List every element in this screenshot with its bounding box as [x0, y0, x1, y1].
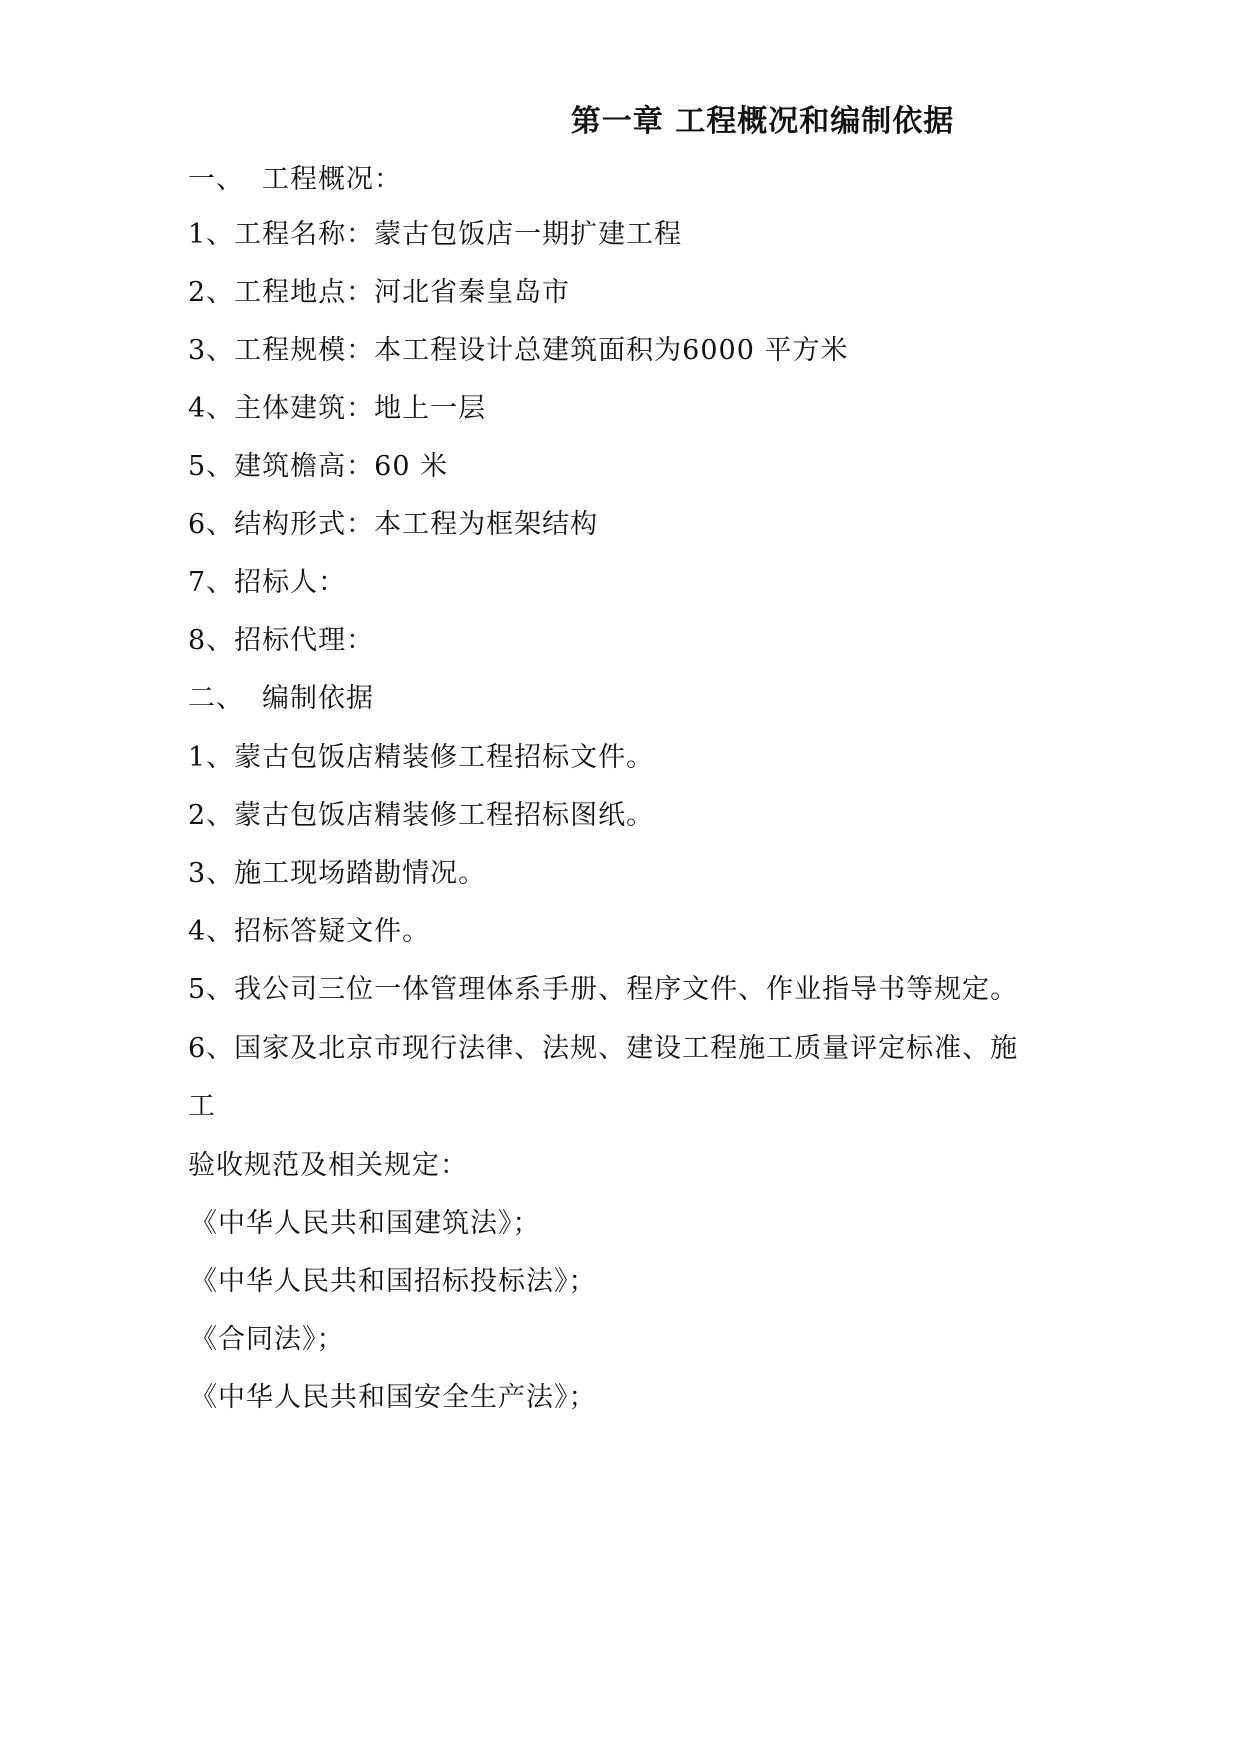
section-number: 一、 — [188, 164, 244, 195]
basis-item-continued: 工 — [188, 1091, 216, 1122]
section-label: 工程概况： — [262, 164, 402, 195]
law-reference: 《中华人民共和国建筑法》； — [190, 1208, 541, 1239]
overview-item: 2、工程地点：河北省秦皇岛市 — [188, 277, 571, 308]
basis-item-continued: 验收规范及相关规定： — [188, 1150, 468, 1181]
basis-item: 2、蒙古包饭店精装修工程招标图纸。 — [188, 800, 655, 831]
overview-item: 1、工程名称：蒙古包饭店一期扩建工程 — [188, 219, 683, 250]
overview-item: 4、主体建筑：地上一层 — [188, 393, 487, 424]
basis-item: 3、施工现场踏勘情况。 — [188, 858, 487, 889]
overview-item: 3、工程规模：本工程设计总建筑面积为6000 平方米 — [188, 335, 849, 366]
basis-item: 5、我公司三位一体管理体系手册、程序文件、作业指导书等规定。 — [188, 974, 1019, 1005]
section-heading-overview — [188, 160, 402, 200]
overview-item: 6、结构形式：本工程为框架结构 — [188, 509, 599, 540]
chapter-title: 第一章 工程概况和编制依据 — [570, 104, 955, 139]
section-label: 编制依据 — [262, 683, 374, 714]
overview-item: 5、建筑檐高：60 米 — [188, 451, 449, 482]
overview-item: 8、招标代理： — [188, 625, 375, 656]
law-reference: 《中华人民共和国招标投标法》； — [190, 1266, 597, 1297]
section-heading-basis — [188, 679, 374, 719]
section-number: 二、 — [188, 683, 244, 714]
law-reference: 《合同法》； — [190, 1324, 345, 1355]
basis-item: 4、招标答疑文件。 — [188, 916, 431, 947]
basis-item: 1、蒙古包饭店精装修工程招标文件。 — [188, 742, 655, 773]
basis-item: 6、国家及北京市现行法律、法规、建设工程施工质量评定标准、施 — [188, 1033, 1019, 1064]
law-reference: 《中华人民共和国安全生产法》； — [190, 1382, 597, 1413]
overview-item: 7、招标人： — [188, 567, 347, 598]
